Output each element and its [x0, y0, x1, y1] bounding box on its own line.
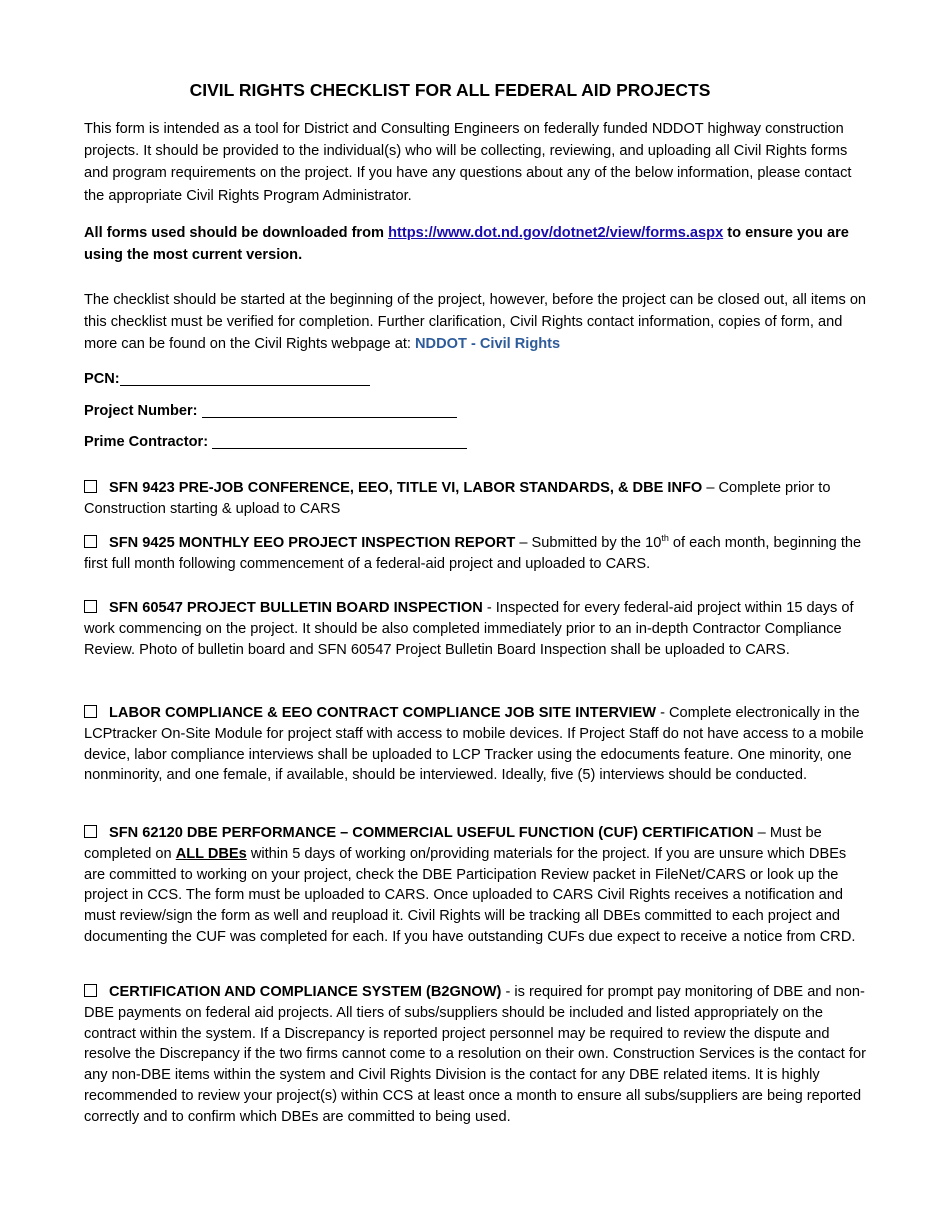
item-text: - Complete electronically in the LCPtracker On-Site Module for project staff with access to mobile devices. If Project Staff do not have access to a mobile device, labor compliance interviews shall be uploaded to LCP Tracker using the edocuments feature. One minority, one nonminority, and one female, if available, should be interviewed. Ideally, five (5) interviews should be conducted.	[84, 705, 864, 784]
checkbox[interactable]	[84, 600, 97, 613]
project-number-label: Project Number:	[84, 403, 198, 419]
item-text: - Inspected for every federal-aid project within 15 days of work commencing on the project. It should be also completed immediately prior to an in-depth Contractor Compliance Review. Photo of bulletin board and SFN 60547 Project Bulletin Board Inspection shall be uploaded to CARS.	[84, 600, 854, 658]
item-text: – Must be completed on	[84, 825, 822, 862]
prime-contractor-label: Prime Contractor:	[84, 434, 209, 450]
prime-contractor-field	[84, 434, 467, 450]
pcn-input-line[interactable]	[120, 371, 370, 386]
checkbox[interactable]	[84, 480, 97, 493]
checklist-note-text: The checklist should be started at the beginning of the project, however, before the project can be closed out, all items on this checklist must be verified for completion. Further clarification, Civil Rights contact information, copies of form, and more can be found on the Civil Rights webpage at:	[84, 292, 867, 353]
item-underlined-text: ALL DBEs	[175, 845, 247, 862]
item-text: - is required for prompt pay monitoring of DBE and non-DBE payments on federal aid projects. All tiers of subs/suppliers should be included and listed appropriately on the contract within the system. If a Discrepancy is reported project personnel may be required to review the dispute and resolve the Discrepancy if the two firms cannot come to a resolution on their own. Construction Services is the contact for any non-DBE items within the system and Civil Rights Division is the contact for any DBE related items. It is highly recommended to review your project(s) within CCS at least once a month to ensure all subs/suppliers are being reported correctly and to confirm which DBEs are committed to being used.	[84, 984, 866, 1125]
checkbox[interactable]	[84, 705, 97, 718]
forms-note-after: to ensure you are using the most current version.	[84, 225, 849, 264]
checklist-item-sfn-9425	[84, 533, 869, 575]
forms-note-before: All forms used should be downloaded from	[84, 225, 389, 241]
item-superscript: th	[661, 533, 669, 544]
checkbox[interactable]	[84, 984, 97, 997]
forms-note	[84, 222, 874, 266]
checklist-item-sfn-60547	[84, 598, 869, 660]
page-title: CIVIL RIGHTS CHECKLIST FOR ALL FEDERAL AID PROJECTS	[189, 80, 711, 100]
item-text-continued: within 5 days of working on/providing materials for the project. If you are unsure which DBEs are committed to working on your project, check the DBE Participation Review packet in FileNet/CARS or look up the project in CCS. The form must be uploaded to CARS. Once uploaded to CARS Civil Rights receives a notification and must review/sign the form as well and reupload it. Civil Rights will be tracking all DBEs committed to each project and documenting the CUF was completed for each. If you have outstanding CUFs due expect to receive a notice from CRD.	[84, 845, 856, 945]
item-text: – Submitted by the 10	[515, 535, 662, 551]
checklist-note	[84, 289, 874, 356]
checklist-item-sfn-9423	[84, 478, 869, 520]
prime-contractor-input-line[interactable]	[212, 434, 467, 449]
pcn-label: PCN:	[84, 371, 120, 387]
project-number-field	[84, 403, 457, 419]
checklist-item-job-site-interview	[84, 703, 869, 786]
item-title: SFN 62120 DBE PERFORMANCE – COMMERCIAL USEFUL FUNCTION (CUF) CERTIFICATION	[109, 825, 754, 841]
civil-rights-link[interactable]: NDDOT - Civil Rights	[415, 336, 561, 353]
checklist-item-sfn-62120	[84, 823, 869, 948]
item-title: SFN 60547 PROJECT BULLETIN BOARD INSPECTION	[109, 600, 483, 616]
pcn-field	[84, 371, 370, 387]
intro-paragraph: This form is intended as a tool for District and Consulting Engineers on federally funded NDDOT highway construction projects. It should be provided to the individual(s) who will be collecting, reviewing, and uploading all Civil Rights forms and program requirements on the project. If you have any questions about any of the below information, please contact the appropriate Civil Rights Program Administrator.	[84, 121, 852, 204]
checklist-item-b2gnow	[84, 982, 869, 1128]
item-title: CERTIFICATION AND COMPLIANCE SYSTEM (B2GNOW)	[109, 984, 502, 1000]
project-number-input-line[interactable]	[202, 403, 457, 418]
forms-url-link[interactable]: https://www.dot.nd.gov/dotnet2/view/forms.aspx	[388, 225, 724, 241]
checkbox[interactable]	[84, 535, 97, 548]
item-title: LABOR COMPLIANCE & EEO CONTRACT COMPLIANCE JOB SITE INTERVIEW	[109, 705, 657, 721]
checkbox[interactable]	[84, 825, 97, 838]
item-text: – Complete prior to Construction starting & upload to CARS	[84, 480, 831, 517]
item-title: SFN 9423 PRE-JOB CONFERENCE, EEO, TITLE VI, LABOR STANDARDS, & DBE INFO	[109, 480, 703, 496]
item-text-continued: of each month, beginning the first full month following commencement of a federal-aid project and uploaded to CARS.	[84, 535, 862, 572]
item-title: SFN 9425 MONTHLY EEO PROJECT INSPECTION REPORT	[109, 535, 516, 551]
